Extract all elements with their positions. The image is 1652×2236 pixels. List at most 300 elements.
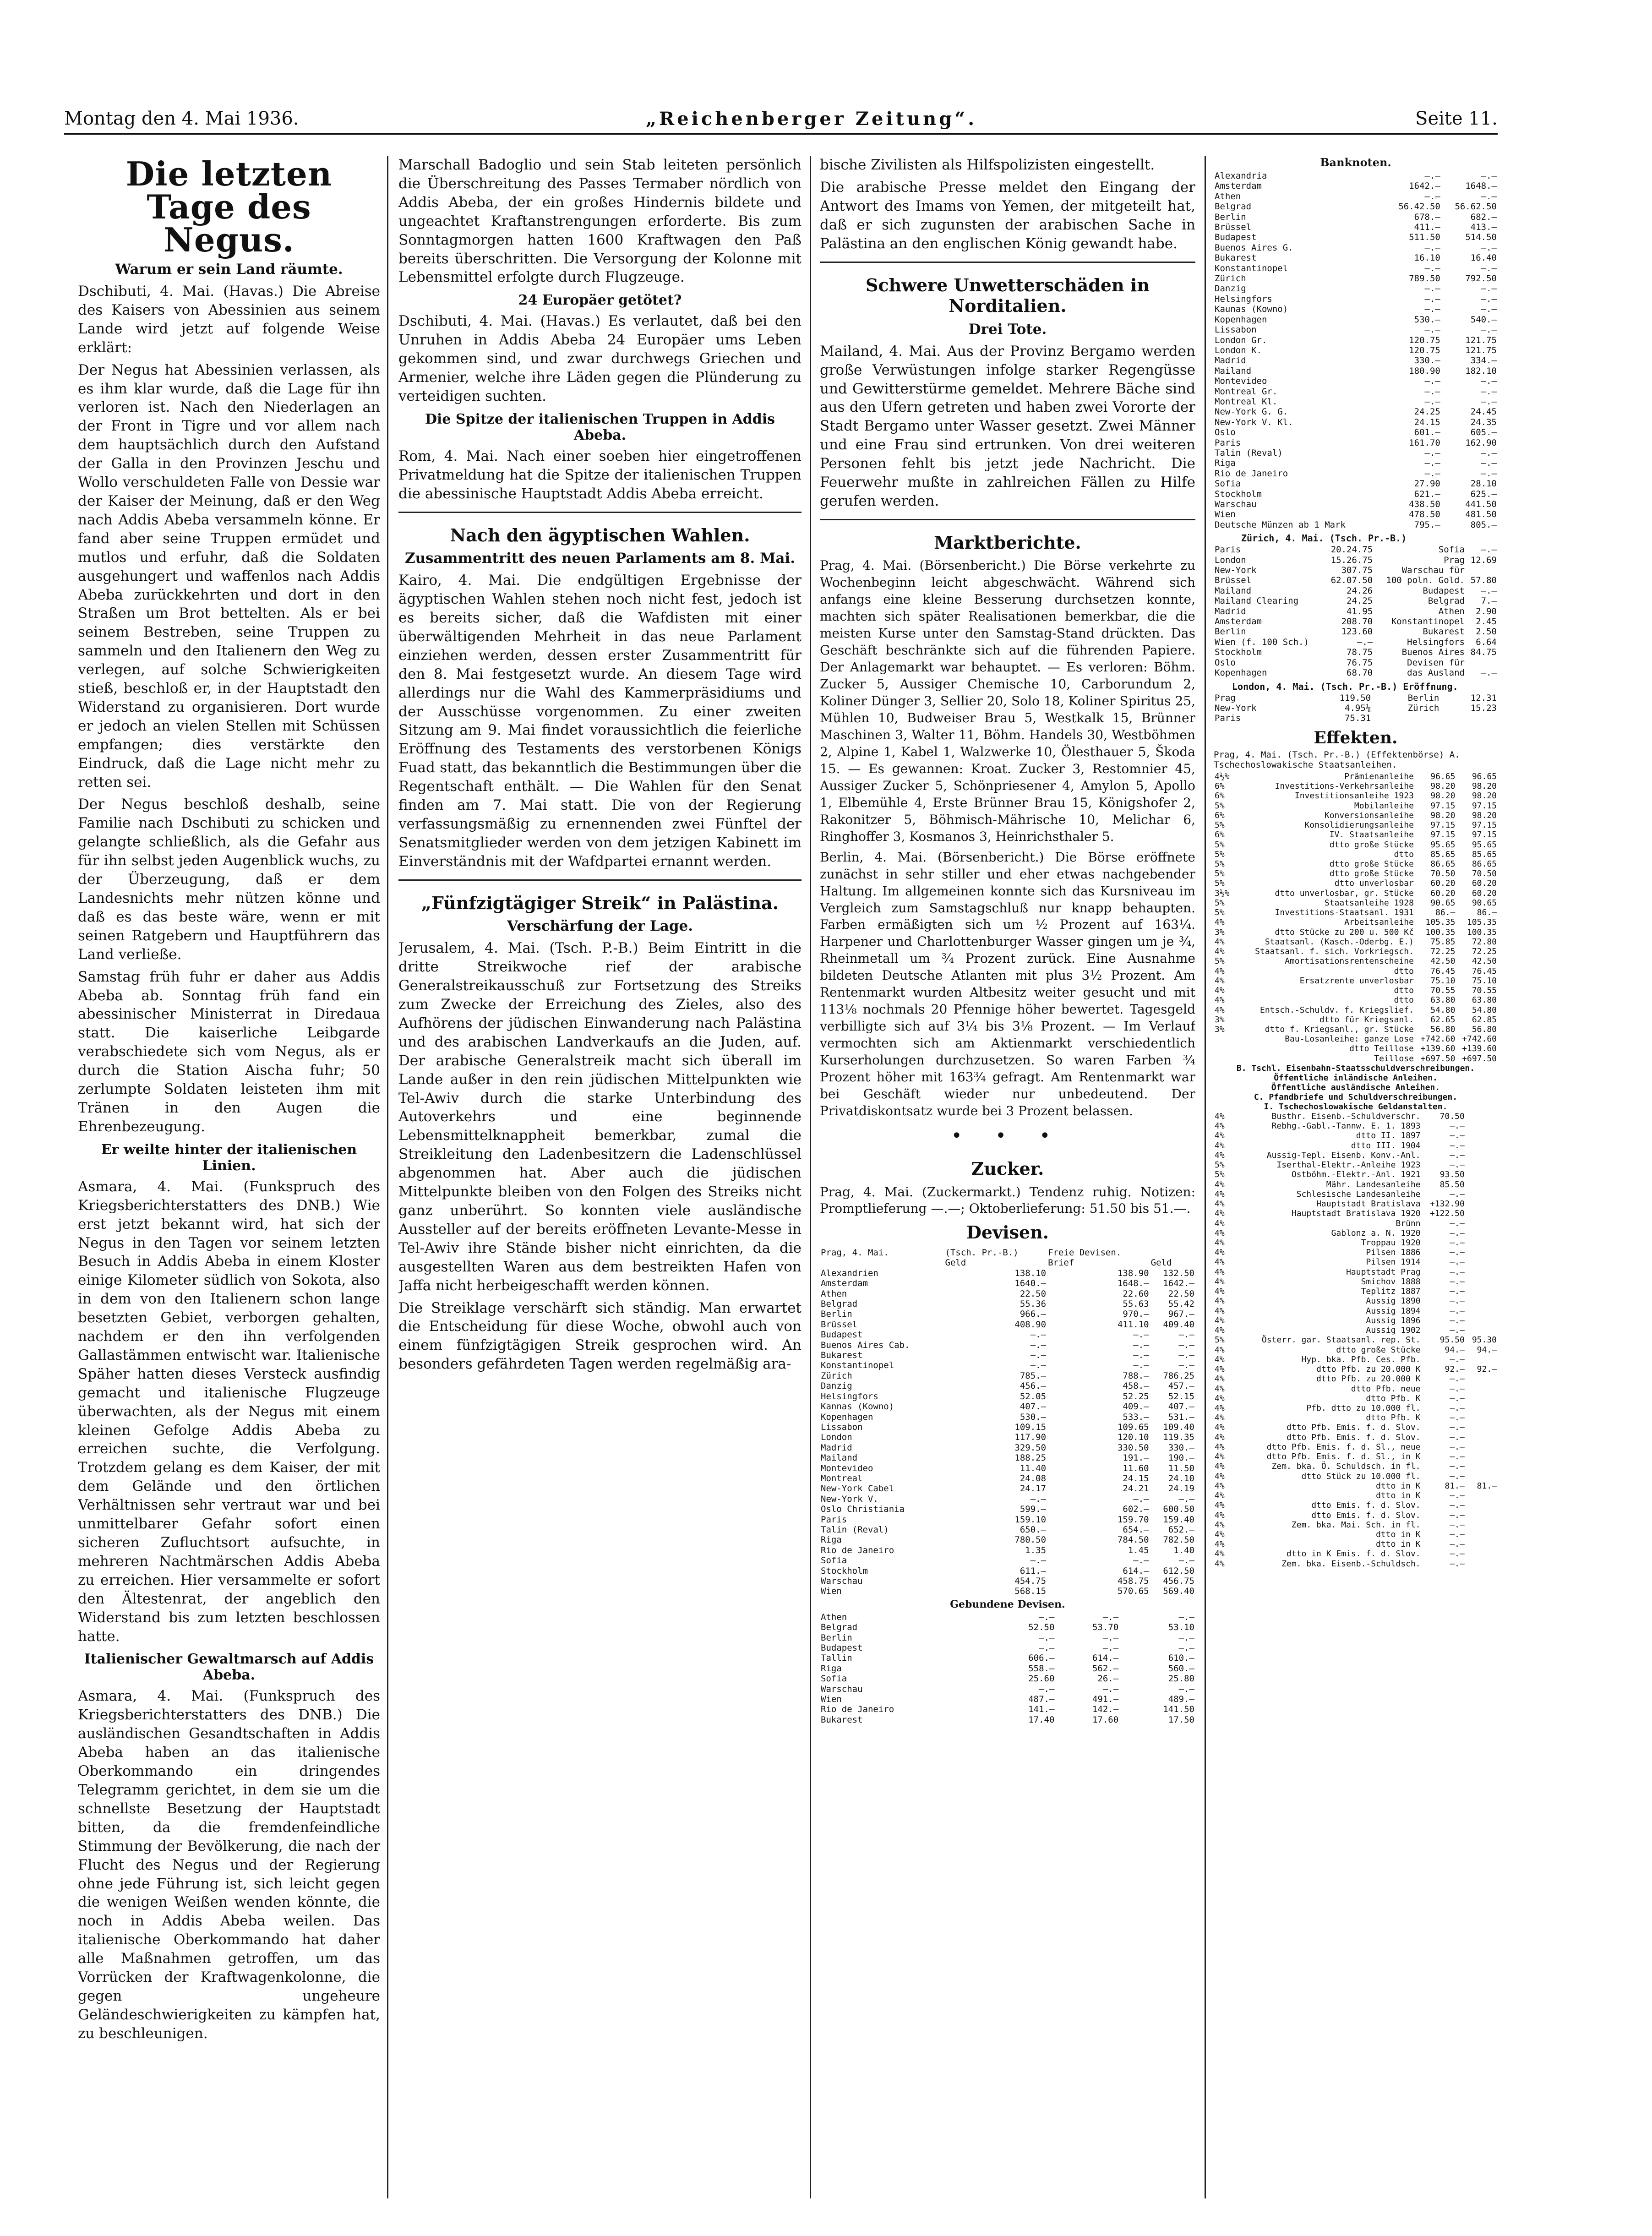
table-cell: 188.25 — [1014, 1453, 1047, 1463]
table-cell: 95.65 — [1472, 840, 1497, 850]
table-cell — [1466, 1433, 1498, 1442]
table-cell: 11.50 — [1168, 1463, 1194, 1473]
table-cell: Teplitz 1887 — [1361, 1287, 1421, 1297]
effekten-row — [1214, 1151, 1498, 1160]
table-cell: —.— — [1133, 1330, 1149, 1340]
table-cell: Berlin — [1215, 212, 1246, 222]
table-cell: Riga — [821, 1663, 842, 1674]
table-cell: —.— — [1450, 1520, 1465, 1530]
table-cell: Hauptstadt Bratislava — [1316, 1199, 1421, 1209]
table-cell: 329.50 — [1014, 1442, 1047, 1453]
table-cell: 24.15 — [1123, 1473, 1149, 1483]
table-cell: 93.50 — [1439, 1170, 1465, 1180]
table-cell: —.— — [1424, 294, 1440, 304]
table-cell: —.— — [1481, 284, 1497, 294]
paragraph: Berlin, 4. Mai. (Börsenbericht.) Die Börse eröffnete zunächst in sehr stiller und eher etwas nachgebender Haltung. Im allgemeinen konnte sich das Kursniveau im Vergleich zum Samstagschluß nur knapp behaupten. Farben ermäßigten sich um ½ Prozent auf 163¼. Harpener und Charlottenburger Wasser gingen um je ¾, Rheinmetall um ¾ Prozent zurück. Eine Ausnahme bildeten Deutsche Atlanten mit plus 3½ Prozent. Am Rentenmarkt wurden Altbesitz weiter gesucht und mit 113⅛ nochmals 20 Pfennige höher bewertet. Tagesgeld verbilligte sich auf 3¼ bis 3⅛ Prozent. — Im Verlauf vermochten sich am Aktienmarkt verschiedentlich Kurserholungen durchzusetzen. So waren Farben ¾ Prozent höher mit 163¾ gefragt. Am Rentenmarkt war bei Geschäft wieder nur unbedeutend. Der Privatdiskontsatz wurde bei 3 Prozent belassen. — [820, 849, 1195, 1118]
subheading-italian-lines: Er weilte hinter der italienischen Linien. — [101, 1141, 357, 1174]
table-cell: 159.10 — [1014, 1514, 1047, 1525]
table-cell: dtto große Stücke — [1329, 840, 1414, 850]
table-cell: —.— — [1450, 1403, 1465, 1413]
banknoten-row — [1214, 232, 1498, 242]
table-cell: 4% — [1215, 1209, 1225, 1219]
table-cell: 4% — [1215, 1111, 1225, 1121]
table-cell: Gablonz a. N. 1920 — [1331, 1228, 1421, 1238]
table-cell: —.— — [1481, 294, 1497, 304]
table-cell: 85.65 — [1472, 849, 1497, 859]
table-cell: —.— — [1481, 447, 1497, 458]
table-cell: Wien — [821, 1586, 842, 1597]
table-cell: 4% — [1215, 1140, 1225, 1151]
effekten-table-2 — [1214, 1112, 1498, 1569]
effekten-row — [1214, 1238, 1498, 1248]
table-cell: —.— — [1450, 1315, 1465, 1325]
table-cell: 109.65 — [1117, 1422, 1149, 1432]
table-cell: 650.— — [1020, 1524, 1047, 1535]
table-cell: 84.75 — [1470, 647, 1497, 658]
table-cell: 100.35 — [1425, 927, 1456, 937]
table-cell: 52.50 — [1028, 1622, 1055, 1633]
table-cell: 540.— — [1470, 314, 1497, 325]
table-cell: 86.— — [1477, 908, 1497, 918]
table-cell: Zürich — [821, 1370, 852, 1381]
table-cell: —.— — [1481, 325, 1497, 335]
table-cell: 625.— — [1470, 489, 1497, 499]
devisen-row — [820, 1330, 1195, 1340]
table-cell: —.— — [1481, 171, 1497, 181]
table-cell: —.— — [1424, 171, 1440, 181]
table-cell: 42.50 — [1430, 956, 1456, 966]
table-cell: 55.63 — [1123, 1299, 1149, 1309]
table-cell: 27.90 — [1414, 479, 1440, 489]
table-cell: 52.15 — [1168, 1391, 1194, 1402]
table-cell: 53.10 — [1168, 1622, 1194, 1633]
table-cell: dtto große Stücke — [1329, 859, 1414, 869]
table-cell: —.— — [1450, 1432, 1465, 1442]
table-cell: —.— — [1450, 1325, 1465, 1336]
table-cell: Madrid — [1215, 355, 1246, 366]
table-cell: 63.80 — [1472, 995, 1497, 1005]
table-cell: —.— — [1450, 1121, 1465, 1131]
devisen-row — [820, 1453, 1195, 1463]
table-cell: —.— — [1424, 386, 1440, 397]
table-cell — [1466, 1374, 1498, 1384]
table-cell: 75.10 — [1472, 976, 1497, 986]
table-cell: Berlin — [1407, 693, 1439, 703]
devisen-row — [820, 1432, 1195, 1442]
headline-egypt: Nach den ägyptischen Wahlen. — [450, 524, 750, 545]
paragraph: Der Negus beschloß deshalb, seine Familie nach Dschibuti zu schicken und gelangte schließlich, als die Gefahr aus für ihn selbst jeden Augenblick wuchs, zu der Überzeugung, daß er dem Landesnichts mehr nützen könne und daß es das beste wäre, wenn er mit seinen Ratgebern und Hauptführern das Land verließe. — [78, 796, 380, 963]
banknoten-row — [1214, 315, 1498, 325]
table-cell: —.— — [1450, 1491, 1465, 1501]
column-4 — [1214, 156, 1498, 2203]
table-cell: 6% — [1215, 781, 1225, 791]
table-cell: —.— — [1450, 1276, 1465, 1287]
table-cell: 119.50 — [1339, 693, 1371, 703]
gebundene-devisen-rows — [820, 1612, 1195, 1725]
table-cell — [1466, 1530, 1498, 1539]
table-cell: Zem. bka. Mai. Sch. in fl. — [1291, 1520, 1421, 1530]
table-cell: 558.— — [1028, 1663, 1055, 1674]
devisen-row — [820, 1555, 1195, 1565]
table-cell: 17.60 — [1092, 1714, 1119, 1725]
table-cell: 678.— — [1414, 212, 1440, 222]
table-cell: Ostböhm.-Elektr.-Anl. 1921 — [1291, 1170, 1421, 1180]
table-cell: 4% — [1215, 1218, 1225, 1228]
table-cell: 5% — [1215, 840, 1225, 850]
headline-sugar: Zucker. — [971, 1158, 1044, 1179]
table-cell: 92.— — [1477, 1364, 1497, 1374]
banknoten-row — [1214, 407, 1498, 417]
table-cell: —.— — [1481, 545, 1497, 555]
table-cell: dtto große Stücke — [1336, 1345, 1421, 1355]
table-cell: 4% — [1215, 1287, 1225, 1297]
gebundene-devisen-row — [820, 1633, 1195, 1643]
table-cell: 60.20 — [1472, 888, 1497, 898]
paragraph: Die arabische Presse meldet den Eingang der Antwort des Imams von Yemen, der mitgeteilt hat, daß er sich zugunsten der arabischen Sache in Palästina an den englischen König gewandt habe. — [820, 179, 1195, 252]
table-cell: dtto — [1394, 995, 1414, 1005]
table-cell: 63.80 — [1430, 995, 1456, 1005]
banknoten-row — [1214, 448, 1498, 458]
effekten-row — [1214, 937, 1498, 947]
table-cell: 4% — [1215, 1442, 1225, 1452]
table-cell: —.— — [1030, 1350, 1047, 1361]
devisen-row — [820, 1309, 1195, 1319]
table-cell: Helsingfors — [1407, 637, 1465, 647]
table-cell — [1466, 1423, 1498, 1432]
table-cell: Montreal Gr. — [1215, 386, 1278, 397]
effekten-row — [1214, 1228, 1498, 1238]
banknoten-row — [1214, 489, 1498, 499]
table-cell: —.— — [1450, 1374, 1465, 1384]
effekten-section: Öffentliche inländische Anleihen. — [1274, 1073, 1438, 1083]
table-cell: 95.65 — [1430, 840, 1456, 850]
devisen-row — [820, 1566, 1195, 1576]
paragraph: Der Negus hat Abessinien verlassen, als es ihm klar wurde, daß die Lage für ihn verloren ist. Nach den Niederlagen an der Front in Tigre und vor allem nach dem hauptsächlich durch den Aufstand der Galla in den Provinzen Jeschu und Wollo verschuldeten Falle von Dessie war der Kaiser der Meinung, daß er den Weg nach Addis Abeba versammeln könne. Er fand aber seine Truppen ermüdet und mutlos und erfuhr, daß die Soldaten ausgehungert und waffenlos nach Addis Abeba zurückkehrten und dort in den Straßen um Brot bettelten. Als er bei seinem Bestreben, seine Truppen zu sammeln und den Italienern den Weg zu verlegen, auf solche Schwierigkeiten stieß, beschloß er, in der Hauptstadt den Widerstand zu organisieren. Dort wurde er jedoch an vielen Stellen mit Schüssen empfangen; dies verstärkte den Eindruck, daß die Lage nicht mehr zu retten sei. — [78, 361, 380, 791]
table-cell: Österr. gar. Staatsanl. rep. St. — [1261, 1335, 1421, 1345]
london-row — [1214, 703, 1498, 713]
table-cell: —.— — [1481, 396, 1497, 407]
table-cell: Prag — [1444, 555, 1465, 565]
table-cell: 94.— — [1445, 1345, 1465, 1355]
table-cell: 96.65 — [1472, 771, 1497, 781]
table-cell: Investitions-Verkehrsanleihe — [1275, 781, 1414, 791]
effekten-row — [1214, 1131, 1498, 1140]
table-cell: 28.10 — [1470, 479, 1497, 489]
effekten-row — [1214, 1316, 1498, 1325]
table-cell: 4% — [1215, 1530, 1225, 1540]
table-cell: 4% — [1215, 1238, 1225, 1248]
table-cell: Aussig 1890 — [1366, 1296, 1421, 1306]
table-cell: Konstantinopel — [1215, 263, 1288, 273]
table-cell: Teillose — [1374, 1053, 1414, 1063]
effekten-row — [1214, 1452, 1498, 1462]
banknoten-row — [1214, 469, 1498, 479]
table-cell: 511.50 — [1409, 232, 1440, 243]
table-cell: 24.25 — [1347, 596, 1373, 606]
table-cell: dtto in K — [1376, 1530, 1421, 1540]
devisen-row — [820, 1586, 1195, 1596]
table-cell: 489.— — [1168, 1694, 1194, 1705]
effekten-row — [1214, 1325, 1498, 1335]
paragraph: Dschibuti, 4. Mai. (Havas.) Die Abreise des Kaisers von Abessinien aus seinem Lande wird jetzt auf folgende Weise erklärt: — [78, 283, 380, 356]
devisen-row — [820, 1422, 1195, 1432]
effekten-row — [1214, 850, 1498, 859]
table-cell: 3½% — [1215, 888, 1230, 898]
table-cell: Amsterdam — [1215, 616, 1262, 627]
table-cell: —.— — [1450, 1549, 1465, 1559]
table-cell: Sofia — [821, 1555, 847, 1566]
table-cell: dtto Pfb. neue — [1351, 1384, 1421, 1394]
table-cell: —.— — [1450, 1530, 1465, 1540]
gebundene-devisen-row — [820, 1715, 1195, 1725]
effekten-row — [1214, 878, 1498, 888]
table-cell: Montevideo — [1215, 376, 1267, 387]
table-cell — [1466, 1325, 1498, 1335]
table-cell: 438.50 — [1409, 499, 1440, 509]
table-cell: 531.— — [1168, 1412, 1194, 1422]
table-cell: Mailand — [1215, 365, 1252, 376]
zurich-row — [1214, 555, 1498, 565]
table-cell: 4% — [1215, 1393, 1225, 1403]
gebundene-devisen-row — [820, 1612, 1195, 1622]
headline-markets: Marktberichte. — [934, 532, 1081, 553]
table-cell: 1.45 — [1128, 1545, 1149, 1555]
table-cell: Pilsen 1914 — [1366, 1257, 1421, 1267]
table-cell: 24.35 — [1470, 417, 1497, 427]
table-cell: 4% — [1215, 1364, 1225, 1374]
table-cell: —.— — [1450, 1413, 1465, 1423]
paragraph: bische Zivilisten als Hilfspolizisten eingestellt. — [820, 157, 1155, 173]
table-cell: 85.65 — [1430, 849, 1456, 859]
effekten-row — [1214, 1277, 1498, 1287]
table-cell: —.— — [1481, 585, 1497, 596]
table-cell: Aussig 1894 — [1366, 1306, 1421, 1316]
table-cell: 12.31 — [1470, 693, 1497, 703]
effekten-row — [1214, 1121, 1498, 1131]
table-cell: —.— — [1450, 1131, 1465, 1141]
table-cell — [1466, 1287, 1498, 1296]
effekten-row — [1214, 956, 1498, 966]
table-cell: dtto Stücke zu 200 u. 500 Kč — [1275, 927, 1414, 937]
table-cell: 42.50 — [1472, 956, 1497, 966]
table-cell: 786.25 — [1163, 1370, 1194, 1381]
table-cell: dtto f. Kriegsanl., gr. Stücke — [1265, 1025, 1414, 1034]
table-cell: —.— — [1450, 1510, 1465, 1520]
table-cell: 97.15 — [1472, 820, 1497, 830]
table-cell: —.— — [1424, 263, 1440, 273]
table-cell: 612.50 — [1163, 1565, 1194, 1576]
table-cell: Busthr. Eisenb.-Schuldverschr. — [1271, 1111, 1421, 1121]
table-cell: 533.— — [1123, 1412, 1149, 1422]
table-cell: —.— — [1030, 1330, 1047, 1340]
table-cell: —.— — [1178, 1643, 1194, 1653]
banknoten-row — [1214, 212, 1498, 222]
table-cell: Mailand — [1215, 585, 1252, 596]
zurich-row — [1214, 545, 1498, 555]
effekten-row — [1214, 1530, 1498, 1539]
table-cell: 560.— — [1168, 1663, 1194, 1674]
devisen-row — [820, 1515, 1195, 1525]
table-cell: 6% — [1215, 810, 1225, 820]
table-cell — [1466, 1491, 1498, 1500]
effekten-row — [1214, 1403, 1498, 1413]
table-cell: Lissabon — [821, 1422, 863, 1432]
effekten-row — [1214, 1306, 1498, 1316]
table-cell: London — [1215, 555, 1246, 565]
table-cell: Mailand — [821, 1453, 858, 1463]
table-cell: 792.50 — [1465, 273, 1497, 284]
devisen-row — [820, 1473, 1195, 1483]
column-1 — [78, 156, 380, 2203]
table-cell: —.— — [1178, 1350, 1194, 1361]
table-cell: 105.35 — [1425, 917, 1456, 927]
zurich-row — [1214, 575, 1498, 585]
table-cell: 92.— — [1445, 1364, 1465, 1374]
table-cell: dtto in K — [1376, 1481, 1421, 1491]
table-cell: 17.50 — [1168, 1714, 1194, 1725]
table-cell: dtto Teillose — [1349, 1044, 1414, 1054]
table-cell: —.— — [1450, 1306, 1465, 1316]
table-cell: 95.50 — [1439, 1335, 1465, 1345]
table-cell: 4% — [1215, 1325, 1225, 1336]
table-cell: —.— — [1039, 1612, 1055, 1622]
effekten-rows-2 — [1214, 1112, 1498, 1569]
table-cell: 458.— — [1123, 1381, 1149, 1391]
paragraph: Prag, 4. Mai. (Börsenbericht.) Die Börse verkehrte zu Wochenbeginn leicht abgeschwächt. Während sich anfangs eine kleine Besserung durchsetzen konnte, machten sich später Realisationen bemerkbar, die die meisten Kurse unter den Samstag-Stand drückten. Das Geschäft beschränkte sich auf die führenden Papiere. Der Anlagemarkt war behauptet. — Es verloren: Böhm. Zucker 5, Aussiger Chemische 10, Carborundum 2, Koliner Dünger 3, Sellier 20, Solo 18, Koliner Spiritus 25, Mühlen 10, Budweiser Brau 5, Westkalk 15, Brünner Maschinen 3, Walter 11, Böhm. Handels 30, Westböhmen 2, Alpine 1, Kabel 1, Walzwerke 10, Ölesthauer 5, Škoda 15. — Es gewannen: Kroat. Zucker 3, Restomnier 45, Aussiger Zucker 5, Schönpriesener 4, Amylon 5, Apollo 1, Elbemühle 4, Erste Brünner Brau 15, Königshofer 2, Rakonitzer 5, Böhmisch-Mährische 10, Melichar 6, Ringhoffer 3, Kosmanos 3, Heinrichsthaler 5. — [820, 558, 1195, 844]
table-cell: dtto in K Emis. f. d. Slov. — [1287, 1549, 1421, 1559]
table-cell: 121.75 — [1465, 335, 1497, 345]
table-cell: 2.45 — [1476, 616, 1497, 627]
table-cell: Riga — [821, 1535, 842, 1545]
table-cell: 4% — [1215, 1179, 1225, 1189]
banknoten-row — [1214, 355, 1498, 365]
table-cell: 487.— — [1028, 1694, 1055, 1705]
table-cell: 4% — [1215, 1121, 1225, 1131]
banknoten-row — [1214, 335, 1498, 345]
banknoten-row — [1214, 376, 1498, 386]
effekten-row — [1214, 1044, 1498, 1053]
table-cell: New-York Cabel — [821, 1483, 894, 1494]
table-cell: 141.— — [1028, 1704, 1055, 1715]
table-cell: dtto unverlosbar, gr. Stücke — [1275, 888, 1414, 898]
table-cell: 780.50 — [1014, 1535, 1047, 1545]
table-cell: 109.15 — [1014, 1422, 1047, 1432]
table-cell: 457.— — [1168, 1381, 1194, 1391]
table-cell: 119.35 — [1163, 1432, 1194, 1443]
table-cell: 70.55 — [1472, 986, 1497, 996]
table-cell: 7.— — [1481, 596, 1497, 606]
table-cell: Brüssel — [821, 1319, 858, 1330]
table-cell: 62.85 — [1472, 1014, 1497, 1025]
table-cell: 70.50 — [1439, 1111, 1465, 1121]
table-cell: 614.— — [1092, 1653, 1119, 1663]
devisen-row — [820, 1494, 1195, 1504]
table-cell: 4% — [1215, 1296, 1225, 1306]
table-cell — [1466, 1462, 1498, 1471]
table-cell: —.— — [1481, 458, 1497, 469]
table-cell: —.— — [1481, 668, 1497, 678]
devisen-row — [820, 1402, 1195, 1412]
table-cell: Rio de Janeiro — [821, 1545, 894, 1555]
effekten-row — [1214, 1015, 1498, 1025]
effekten-row — [1214, 1549, 1498, 1559]
table-cell: 530.— — [1020, 1412, 1047, 1422]
banknoten-row — [1214, 458, 1498, 468]
header-cell: Prag, 4. Mai. — [821, 1248, 889, 1258]
paragraph: Mailand, 4. Mai. Aus der Provinz Bergamo werden große Verwüstungen infolge starker Regengüsse und Gewitterstürme gemeldet. Mehrere Bäche sind aus den Ufern getreten und haben zwei Vororte der Stadt Bergamo unter Wasser gesetzt. Zwei Männer und eine Frau sind ertrunken. Von drei weiteren Personen fehlt bis jetzt jede Nachricht. Die Feuerwehr mußte in zahlreichen Fällen zu Hilfe gerufen werden. — [820, 343, 1195, 509]
table-cell: Kopenhagen — [1215, 314, 1267, 325]
table-cell: Athen — [1438, 606, 1465, 616]
table-cell: 70.55 — [1430, 986, 1456, 996]
table-cell: 22.50 — [1168, 1288, 1194, 1299]
banknoten-table — [1214, 171, 1498, 530]
zurich-rows — [1214, 545, 1498, 678]
table-cell: 610.— — [1168, 1653, 1194, 1663]
table-cell: 5% — [1215, 820, 1225, 830]
table-cell: 75.31 — [1345, 713, 1371, 724]
table-cell: Stockholm — [1215, 489, 1262, 499]
table-cell: —.— — [1481, 386, 1497, 397]
table-cell: 409.— — [1123, 1402, 1149, 1412]
effekten-row — [1214, 1112, 1498, 1121]
table-cell: 90.65 — [1430, 898, 1456, 908]
table-cell: 16.10 — [1414, 253, 1440, 263]
table-cell: 121.75 — [1465, 345, 1497, 355]
table-cell: 805.— — [1470, 519, 1497, 530]
table-cell: 307.75 — [1341, 565, 1373, 576]
effekten-row — [1214, 1209, 1498, 1218]
table-cell: 330.50 — [1117, 1442, 1149, 1453]
table-cell: 159.40 — [1163, 1514, 1194, 1525]
table-cell: Oslo Christiania — [821, 1504, 905, 1515]
table-cell: Warschau — [821, 1684, 863, 1694]
table-cell: —.— — [1450, 1228, 1465, 1238]
table-cell: —.— — [1450, 1257, 1465, 1267]
table-cell: —.— — [1450, 1160, 1465, 1170]
table-cell: 72.80 — [1472, 937, 1497, 947]
gebundene-devisen-row — [820, 1694, 1195, 1704]
zurich-row — [1214, 627, 1498, 637]
table-cell: 652.— — [1168, 1524, 1194, 1535]
header-cell: Brief — [1048, 1258, 1074, 1268]
table-cell: —.— — [1450, 1393, 1465, 1403]
table-cell: 109.40 — [1163, 1422, 1194, 1432]
table-cell: 562.— — [1092, 1663, 1119, 1674]
table-cell: 76.45 — [1472, 966, 1497, 976]
table-cell: —.— — [1102, 1612, 1119, 1622]
table-cell: 81.— — [1445, 1481, 1465, 1491]
table-cell: New-York V. — [821, 1494, 878, 1504]
subheading-spitze: Die Spitze der italienischen Truppen in Addis Abeba. — [425, 411, 775, 443]
paragraph: Asmara, 4. Mai. (Funkspruch des Kriegsberichterstatters des DNB.) Die ausländischen Gesandtschaften in Addis Abeba haben an das italienische Oberkommando ein dringendes Telegramm gerichtet, in dem sie um die schnellste Besetzung der Hauptstadt bitten, da die fremdenfeindliche Stimmung der Bevölkerung, die nach der Flucht des Negus und der Regierung ohne jede Führung ist, sich leicht gegen die wenigen Weißen wenden könnte, die noch in Addis Abeba weilen. Das italienische Oberkommando hat daher alle Maßnahmen getroffen, um das Vorrücken der Kraftwagenkolonne, die gegen ungeheure Geländeschwierigkeiten zu kämpfen hat, zu beschleunigen. — [78, 1688, 380, 2042]
table-cell: dtto in K — [1376, 1539, 1421, 1549]
table-cell: Konversionsanleihe — [1324, 810, 1414, 820]
table-cell: 4% — [1215, 1228, 1225, 1238]
table-cell: 159.70 — [1117, 1514, 1149, 1525]
table-cell: 17.40 — [1028, 1714, 1055, 1725]
devisen-table — [820, 1248, 1195, 1597]
table-cell: Deutsche Münzen ab 1 Mark — [1215, 519, 1346, 530]
effekten-row — [1214, 1394, 1498, 1403]
table-cell: Bukarest — [1215, 253, 1257, 263]
table-cell: Zem. bka. Eisenb.-Schuldsch. — [1281, 1559, 1421, 1569]
effekten-row — [1214, 1054, 1498, 1063]
column-3 — [820, 156, 1195, 2203]
table-cell — [1466, 1442, 1498, 1452]
banknoten-row — [1214, 366, 1498, 376]
table-cell: 5% — [1215, 878, 1225, 889]
table-cell: Stockholm — [1215, 647, 1262, 658]
